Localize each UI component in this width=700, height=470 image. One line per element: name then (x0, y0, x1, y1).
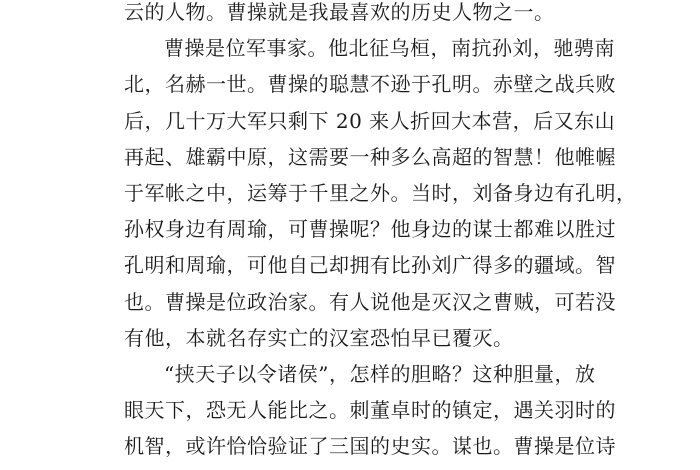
text-line: 后，几十万大军只剩下 20 来人折回大本营，后又东山 (124, 108, 616, 133)
text-line: 曹操是位军事家。他北征乌桓，南抗孙刘，驰骋南 (164, 36, 615, 61)
text-line: 再起、雄霸中原，这需要一种多么高超的智慧！他帷幄 (124, 144, 616, 169)
text-line: 眼天下，恐无人能比之。刺董卓时的镇定，遇关羽时的 (124, 398, 616, 423)
text-line: 于军帐之中，运筹于千里之外。当时，刘备身边有孔明， (124, 180, 637, 205)
article-text (124, 0, 637, 464)
text-line: 云的人物。曹操就是我最喜欢的历史人物之一。 (124, 0, 555, 24)
text-line: 北，名赫一世。曹操的聪慧不逊于孔明。赤壁之战兵败 (124, 72, 616, 97)
text-line: “挟天子以令诸侯”，怎样的胆略？这种胆量，放 (164, 361, 596, 386)
text-line: 机智，或许恰恰验证了三国的史实。谋也。曹操是位诗 (124, 434, 616, 459)
text-line: 也。曹操是位政治家。有人说他是灭汉之曹贼，可若没 (124, 289, 616, 314)
text-line: 孙权身边有周瑜，可曹操呢？他身边的谋士都难以胜过 (124, 217, 616, 242)
text-line: 有他，本就名存实亡的汉室恐怕早已覆灭。 (124, 325, 514, 350)
text-line: 孔明和周瑜，可他自己却拥有比孙刘广得多的疆域。智 (124, 253, 616, 278)
